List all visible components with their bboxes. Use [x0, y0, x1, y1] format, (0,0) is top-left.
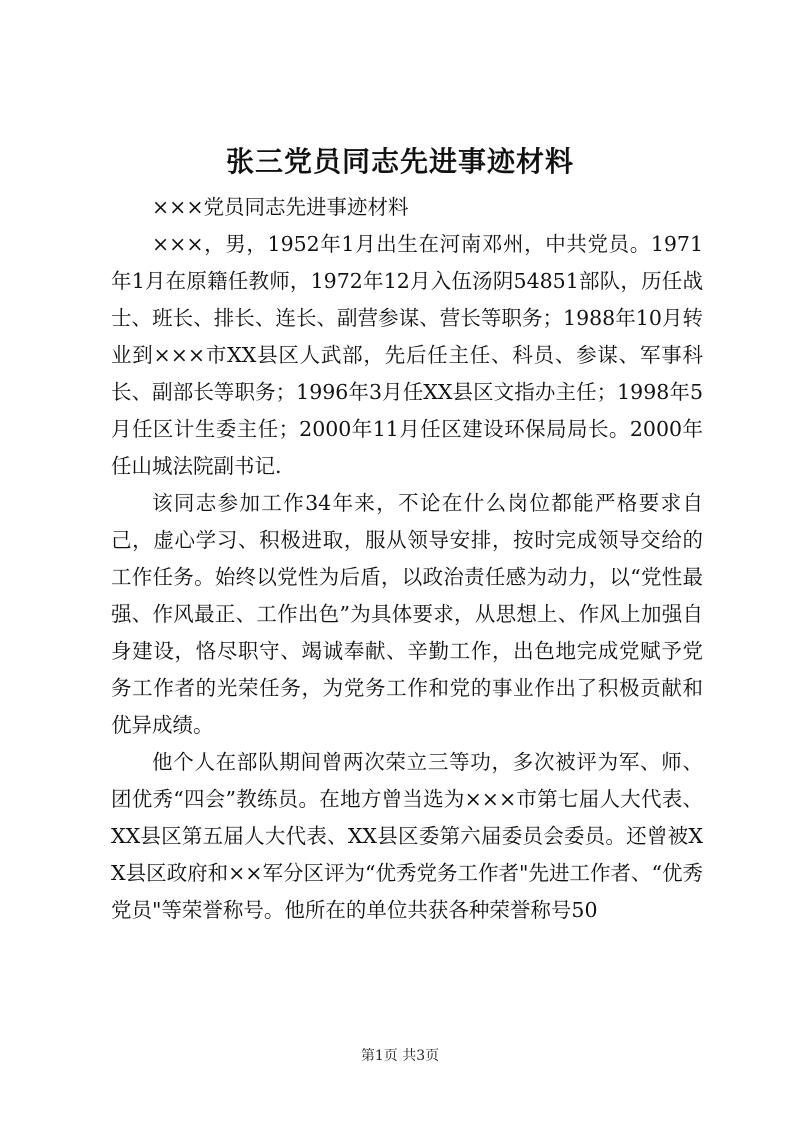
paragraph-subtitle: ×××党员同志先进事迹材料 — [152, 195, 409, 219]
paragraph-biography: ×××，男，1952年1月出生在河南邓州，中共党员。1971年1月在原籍任教师，1972年12月入伍汤阴54851部队，历任战士、班长、排长、连长、副营参谋、营长等职务；1988年10月转业到×××市XX县区人武部，先后任主任、科员、参谋、军事科长、副部长等职务；1996年3月任XX县区文指办主任；1998年5月任区计生委主任；2000年11月任区建设环保局局长。2000年任山城法院副书记. — [111, 232, 703, 478]
paragraph-work-performance: 该同志参加工作34年来，不论在什么岗位都能严格要求自己，虚心学习、积极进取，服从领导安排，按时完成领导交给的工作任务。始终以党性为后盾，以政治责任感为动力，以“党性最强、作风最正、工作出色”为具体要求，从思想上、作风上加强自身建设，恪尽职守、竭诚奉献、辛勤工作，出色地完成党赋予党务工作者的光荣任务，为党务工作和党的事业作出了积极贡献和优异成绩。 — [111, 491, 703, 737]
page-footer: 第1页 共3页 — [360, 1048, 440, 1064]
paragraph-honors: 他个人在部队期间曾两次荣立三等功，多次被评为军、师、团优秀“四会”教练员。在地方曾当选为×××市第七届人大代表、XX县区第五届人大代表、XX县区委第六届委员会委员。还曾被XX县区政府和××军分区评为“优秀党务工作者"先进工作者、“优秀党员"等荣誉称号。他所在的单位共获各种荣誉称号50 — [111, 750, 703, 922]
document-body — [111, 189, 703, 929]
document-title: 张三党员同志先进事迹材料 — [225, 145, 574, 178]
